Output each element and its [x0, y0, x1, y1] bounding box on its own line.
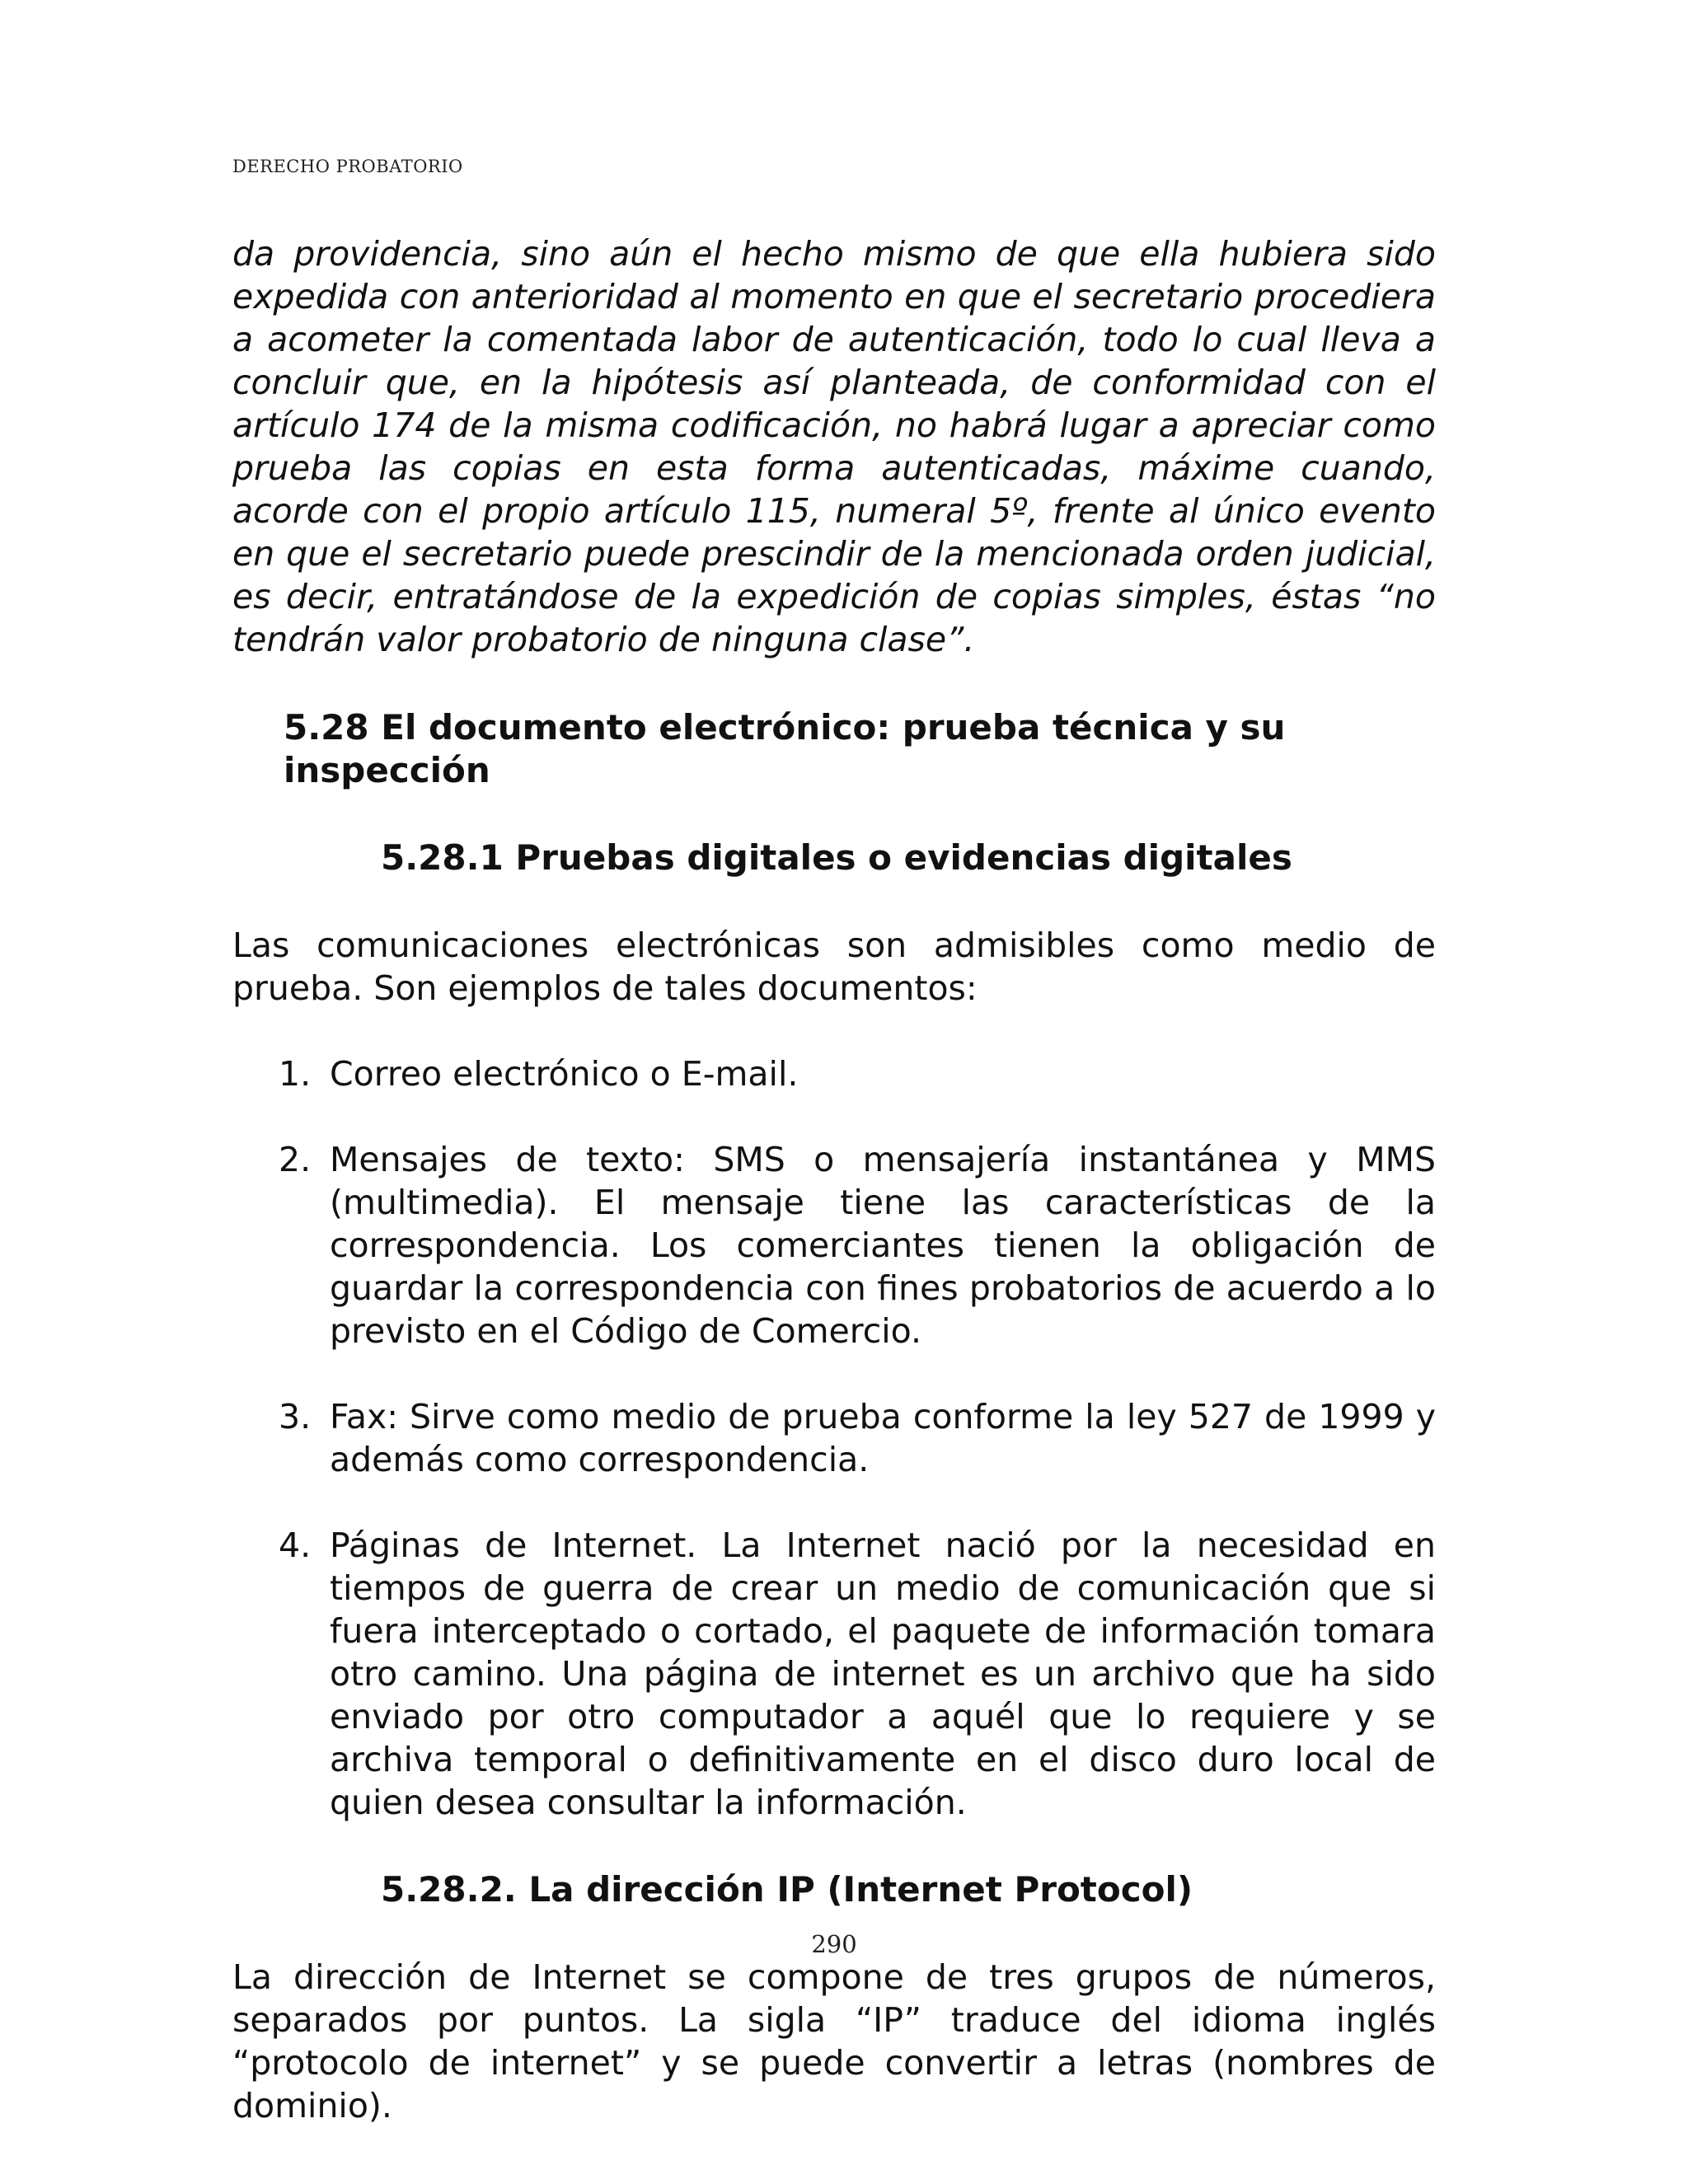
- subsection-heading-digital-evidence: 5.28.1 Pruebas digitales o evidencias digitales: [381, 837, 1292, 878]
- list-item-text: Fax: Sirve como medio de prueba conforme la ley 527 de 1999 y además como correspondencia.: [330, 1397, 1436, 1479]
- evidence-list: [232, 1052, 1436, 1824]
- intro-paragraph: Las comunicaciones electrónicas son admisibles como medio de prueba. Son ejemplos de tales documentos:: [232, 926, 1436, 1008]
- page-body: [232, 232, 1436, 2127]
- page-number: 290: [811, 1930, 857, 1958]
- list-item: [232, 1138, 1436, 1352]
- quoted-passage: da providencia, sino aún el hecho mismo de que ella hubiera sido expedida con anterioridad al momento en que el secretario procediera a acometer la comentada labor de autenticación, todo lo cual lleva a concluir que, en la hipótesis así planteada, de conformidad con el artículo 174 de la misma codificación, no habrá lugar a apreciar como prueba las copias en esta forma autenticadas, máxime cuando, acorde con el propio artículo 115, numeral 5º, frente al único evento en que el secretario puede prescindir de la mencionada orden judicial, es decir, entratándose de la expedición de copias simples, éstas “no tendrán valor probatorio de ninguna clase”.: [232, 234, 1436, 659]
- ip-paragraph: La dirección de Internet se compone de tres grupos de números, separados por puntos. La sigla “IP” traduce del idioma inglés “protocolo de internet” y se puede convertir a letras (nombres de dominio).: [232, 1957, 1436, 2125]
- list-item-text: Mensajes de texto: SMS o mensajería instantánea y MMS (multimedia). El mensaje tiene las características de la correspondencia. Los comerciantes tienen la obligación de guardar la correspondencia con fines probatorios de acuerdo a lo previsto en el Código de Comercio.: [330, 1140, 1436, 1351]
- list-item-number: 3.: [279, 1397, 312, 1436]
- subsection-heading-ip-address: 5.28.2. La dirección IP (Internet Protocol): [381, 1869, 1193, 1910]
- list-item: [232, 1052, 1436, 1095]
- list-item-number: 1.: [279, 1054, 312, 1094]
- running-header: DERECHO PROBATORIO: [232, 157, 463, 176]
- list-item-number: 4.: [279, 1526, 312, 1565]
- list-item: [232, 1524, 1436, 1824]
- list-item-number: 2.: [279, 1140, 312, 1179]
- list-item: [232, 1395, 1436, 1481]
- list-item-text: Páginas de Internet. La Internet nació por la necesidad en tiempos de guerra de crear un medio de comunicación que si fuera interceptado o cortado, el paquete de información tomara otro camino. Una página de internet es un archivo que ha sido enviado por otro computador a aquél que lo requiere y se archiva temporal o definitivamente en el disco duro local de quien desea consultar la información.: [330, 1526, 1436, 1822]
- list-item-text: Correo electrónico o E-mail.: [330, 1054, 799, 1094]
- section-heading: 5.28 El documento electrónico: prueba técnica y su inspección: [284, 707, 1286, 790]
